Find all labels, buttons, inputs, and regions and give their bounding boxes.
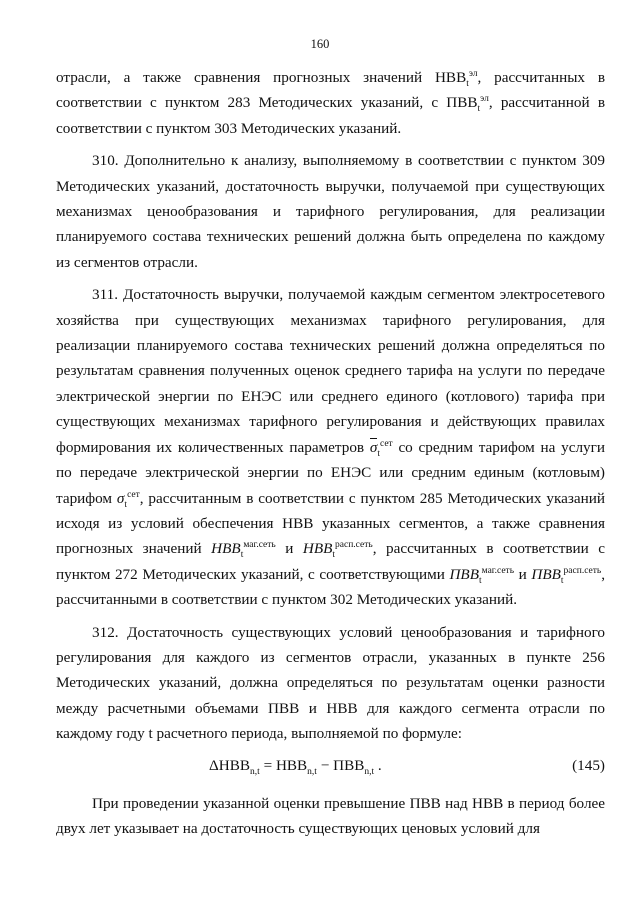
- sigma-sub: t: [124, 499, 128, 510]
- p310-text: Дополнительно к анализу, выполняемому в соответствии с пунктом 309 Методических указаний, достаточность выручки, получаемой при существующих механизмах ценообразования и тарифного регулирования, для реализации планируемого состава технических решений должна быть определена по каждому из сегментов отрасли.: [56, 152, 605, 271]
- formula-end: .: [374, 756, 382, 774]
- p311-text-a: Достаточность выручки, получаемой каждым сегментом электросетевого хозяйства при существующих механизмах тарифного регулирования, для реализации планируемого состава технических решений должна определяться по результатам сравнения полученных оценок среднего тарифа на услуги по передаче электрической энергии по ЕНЭС или среднего единого (котлового) тарифа при существующих механизмах тарифного регулирования и действующих правилах формирования их количественных параметров: [56, 286, 606, 456]
- p310-number: 310.: [92, 152, 119, 170]
- p0-sup-a: эл: [468, 69, 478, 79]
- sigma-bar-sup: сет: [379, 438, 393, 449]
- p312-number: 312.: [92, 623, 119, 641]
- nvv-rasp-sup: расп.сеть: [335, 540, 373, 551]
- p0-sup-b: эл: [480, 94, 489, 105]
- p0-sub-a: t: [466, 79, 469, 89]
- formula-lhs: ΔНВВ: [209, 756, 250, 774]
- formula-minus: −: [316, 756, 334, 774]
- formula-145: [56, 753, 605, 780]
- pvv-mag-sup: маг.сеть: [481, 565, 515, 576]
- formula-equals: =: [259, 756, 276, 774]
- pvv-rasp-symbol: ПВВ: [531, 565, 561, 583]
- body-text: [56, 65, 605, 841]
- sigma-sup: сет: [127, 489, 140, 500]
- pvv-rasp-sub: t: [560, 575, 564, 586]
- p0-text-a: отрасли, а также сравнения прогнозных значений НВВ: [56, 69, 467, 86]
- pvv-mag-sub: t: [479, 575, 482, 586]
- formula-number: (145): [572, 756, 605, 774]
- p311-text-e: , рассчитанными в соответствии с пунктом 302 Методических указаний.: [56, 565, 606, 609]
- nvv-mag-symbol: НВВ: [211, 540, 241, 558]
- sigma-symbol: σ: [116, 489, 125, 507]
- p312-text: Достаточность существующих условий ценообразования и тарифного регулирования для каждого из сегментов отрасли, указанных в пункте 256 Методических указаний, должна определяться по результатам оценки разности между расчетными объемами ПВВ и НВВ для каждого сегмента отрасли по каждому году t расчетного периода, выполняемой по формуле:: [56, 623, 606, 743]
- paragraph-310: [56, 148, 605, 275]
- nvv-rasp-sub: t: [332, 550, 336, 561]
- nvv-rasp-symbol: НВВ: [302, 540, 333, 558]
- pvv-mag-symbol: ПВВ: [449, 565, 479, 583]
- pvv-rasp-sup: расп.сеть: [563, 565, 602, 576]
- formula-term-2: ПВВ: [333, 756, 365, 774]
- p311-number: 311.: [92, 286, 119, 304]
- formula-term-1: НВВ: [275, 756, 308, 774]
- and-1: и: [285, 540, 294, 558]
- sigma-bar-symbol: σ: [369, 438, 378, 456]
- paragraph-312: [56, 620, 605, 747]
- p311-text-c: , рассчитанным в соответствии с пунктом 285 Методических указаний исходя из условий обеспечения НВВ указанных сегментов, а также сравнения прогнозных значений: [56, 489, 606, 558]
- final-text: При проведении указанной оценки превышение ПВВ над НВВ в период более двух лет указывает на достаточность существующих ценовых условий для: [56, 794, 605, 837]
- formula-term-1-sub: n,t: [307, 766, 317, 777]
- paragraph-311: [56, 282, 605, 612]
- formula-term-2-sub: n,t: [364, 766, 375, 777]
- and-2: и: [518, 565, 527, 583]
- p0-text-c: , рассчитанной в соответствии с пунктом 303 Методических указаний.: [56, 94, 605, 137]
- p0-text-b: , рассчитанных в соответствии с пунктом 283 Методических указаний, с ПВВ: [56, 69, 605, 112]
- formula-expression: [209, 753, 382, 778]
- nvv-mag-sub: t: [240, 550, 244, 561]
- p0-sub-b: t: [477, 104, 481, 115]
- nvv-mag-sup: маг.сеть: [243, 540, 276, 551]
- paragraph-continuation: [56, 65, 605, 141]
- paragraph-final: [56, 791, 605, 842]
- p311-text-b: со средним тарифом на услуги по передаче электрической энергии по ЕНЭС или средним единым (котловым) тарифом: [56, 438, 606, 507]
- page-number: 160: [310, 37, 330, 51]
- p311-text-d: , рассчитанных в соответствии с пунктом 272 Методических указаний, с соответствующими: [56, 540, 606, 583]
- formula-lhs-sub: n,t: [250, 766, 260, 777]
- sigma-bar-sub: t: [377, 448, 380, 459]
